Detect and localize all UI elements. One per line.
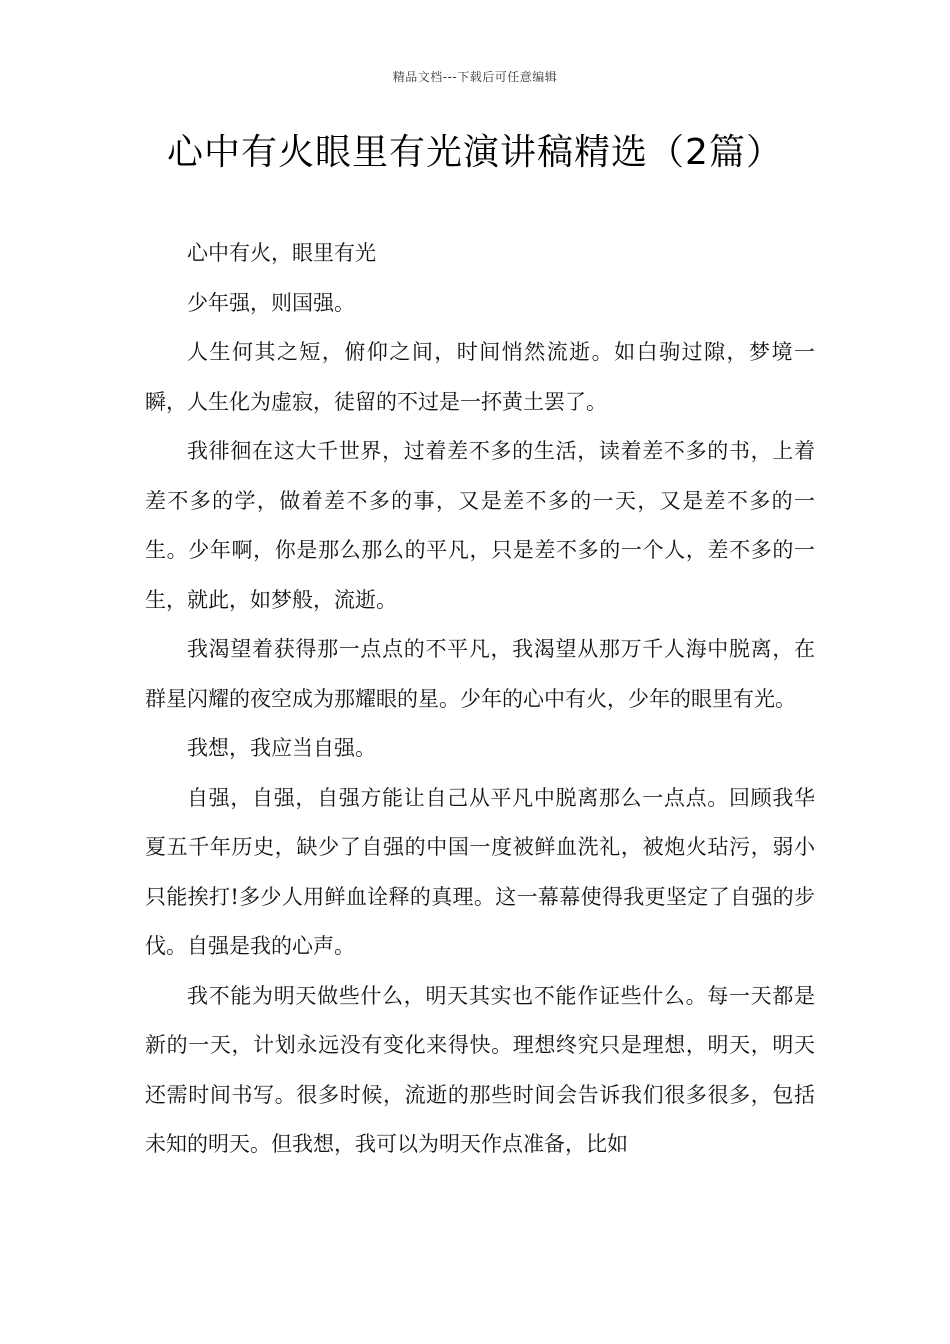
paragraph: 我徘徊在这大千世界，过着差不多的生活，读着差不多的书，上着差不多的学，做着差不多的事，又是差不多的一天，又是差不多的一生。少年啊，你是那么那么的平凡，只是差不多的一个人，差不多的一生，就此，如梦般，流逝。 — [145, 439, 815, 612]
paragraph: 人生何其之短，俯仰之间，时间悄然流逝。如白驹过隙，梦境一瞬，人生化为虚寂，徒留的不过是一抔黄土罢了。 — [145, 340, 815, 414]
page-title: 心中有火眼里有光演讲稿精选（2篇） — [167, 132, 783, 173]
header-note: 精品文档---下载后可任意编辑 — [392, 70, 558, 84]
paragraph: 我渴望着获得那一点点的不平凡，我渴望从那万千人海中脱离，在群星闪耀的夜空成为那耀眼的星。少年的心中有火，少年的眼里有光。 — [145, 637, 815, 711]
paragraph: 自强，自强，自强方能让自己从平凡中脱离那么一点点。回顾我华夏五千年历史，缺少了自强的中国一度被鲜血洗礼，被炮火玷污，弱小只能挨打!多少人用鲜血诠释的真理。这一幕幕使得我更坚定了自强的步伐。自强是我的心声。 — [145, 785, 815, 958]
paragraph: 我不能为明天做些什么，明天其实也不能作证些什么。每一天都是新的一天，计划永远没有变化来得快。理想终究只是理想，明天，明天还需时间书写。很多时候，流逝的那些时间会告诉我们很多很多，包括未知的明天。但我想，我可以为明天作点准备，比如 — [145, 983, 815, 1156]
paragraph: 我想，我应当自强。 — [187, 736, 376, 760]
paragraph: 心中有火，眼里有光 — [187, 241, 376, 265]
paragraph: 少年强，则国强。 — [187, 290, 355, 315]
document-body — [145, 229, 815, 1170]
